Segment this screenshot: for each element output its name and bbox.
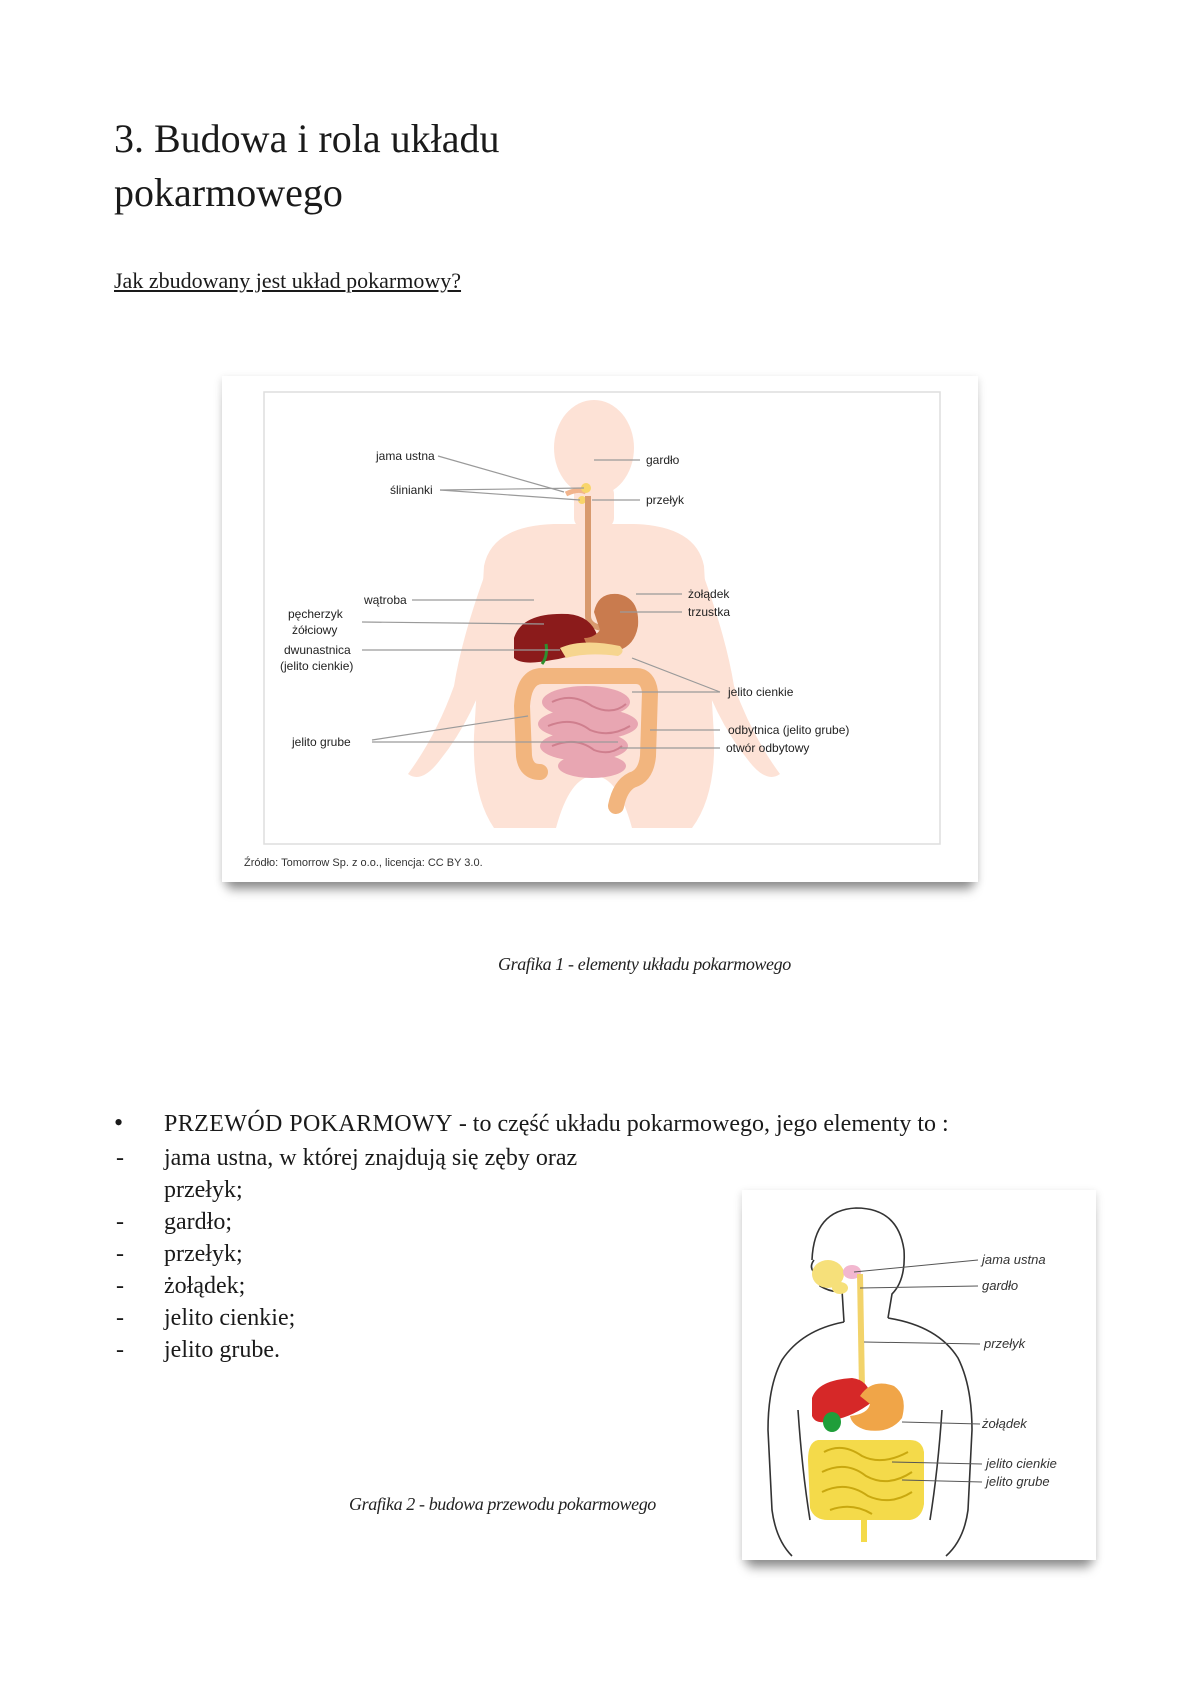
label-jama-ustna-2: jama ustna — [982, 1252, 1046, 1267]
label-jama-ustna: jama ustna — [376, 449, 435, 463]
label-jelito-grube: jelito grube — [292, 735, 351, 749]
label-gardlo: gardło — [646, 453, 680, 467]
list-item: - jelito grube. — [116, 1337, 280, 1363]
digestive-system-figure-2 — [742, 1190, 1096, 1560]
label-gardlo-2: gardło — [982, 1278, 1019, 1293]
label-otwor-odbytowy: otwór odbytowy — [726, 741, 810, 755]
figure2-caption: Grafika 2 - budowa przewodu pokarmowego — [349, 1494, 656, 1514]
list-item: - jama ustna, w której znajdują się zęby oraz przełyk; — [116, 1145, 578, 1203]
label-jelito-cienkie-2: jelito cienkie — [986, 1456, 1057, 1471]
label-slinianki: ślinianki — [390, 483, 433, 497]
list-item: - żołądek; — [116, 1273, 246, 1299]
elements-list — [114, 1142, 684, 1366]
digestive-system-figure-1 — [222, 376, 978, 882]
label-trzustka: trzustka — [688, 605, 731, 619]
label-watroba: wątroba — [364, 593, 407, 607]
label-zoladek-2: żołądek — [982, 1416, 1027, 1431]
digestive-diagram-2 — [742, 1190, 1096, 1560]
label-przelyk: przełyk — [646, 493, 685, 507]
figure1-source: Źródło: Tomorrow Sp. z o.o., licencja: CC BY 3.0. — [244, 857, 483, 869]
label-pecherzyk-2: żółciowy — [292, 623, 338, 637]
gallbladder — [823, 1412, 841, 1432]
label-jelito-grube-2: jelito grube — [986, 1474, 1050, 1489]
bullet-marker: • — [114, 1108, 124, 1137]
section-heading — [114, 1108, 949, 1138]
digestive-diagram-1 — [222, 376, 978, 882]
heading-strong: PRZEWÓD POKARMOWY — [164, 1111, 453, 1137]
label-dwunastnica-1: dwunastnica — [284, 643, 351, 657]
figure1-caption: Grafika 1 - elementy układu pokarmowego — [498, 954, 791, 974]
section-question: Jak zbudowany jest układ pokarmowy? — [114, 268, 462, 293]
list-item: - przełyk; — [116, 1241, 243, 1267]
page-title: 3. Budowa i rola układu pokarmowego — [114, 116, 500, 215]
list-item: - gardło; — [116, 1209, 232, 1235]
label-dwunastnica-2: (jelito cienkie) — [280, 659, 354, 673]
label-pecherzyk-1: pęcherzyk — [288, 607, 343, 621]
label-jelito-cienkie: jelito cienkie — [728, 685, 794, 699]
esophagus — [860, 1274, 862, 1390]
label-przelyk-2: przełyk — [984, 1336, 1026, 1351]
label-zoladek: żołądek — [688, 587, 730, 601]
heading-rest: - to część układu pokarmowego, jego elementy to : — [452, 1111, 949, 1137]
label-odbytnica: odbytnica (jelito grube) — [728, 723, 850, 737]
list-item: - jelito cienkie; — [116, 1305, 296, 1331]
